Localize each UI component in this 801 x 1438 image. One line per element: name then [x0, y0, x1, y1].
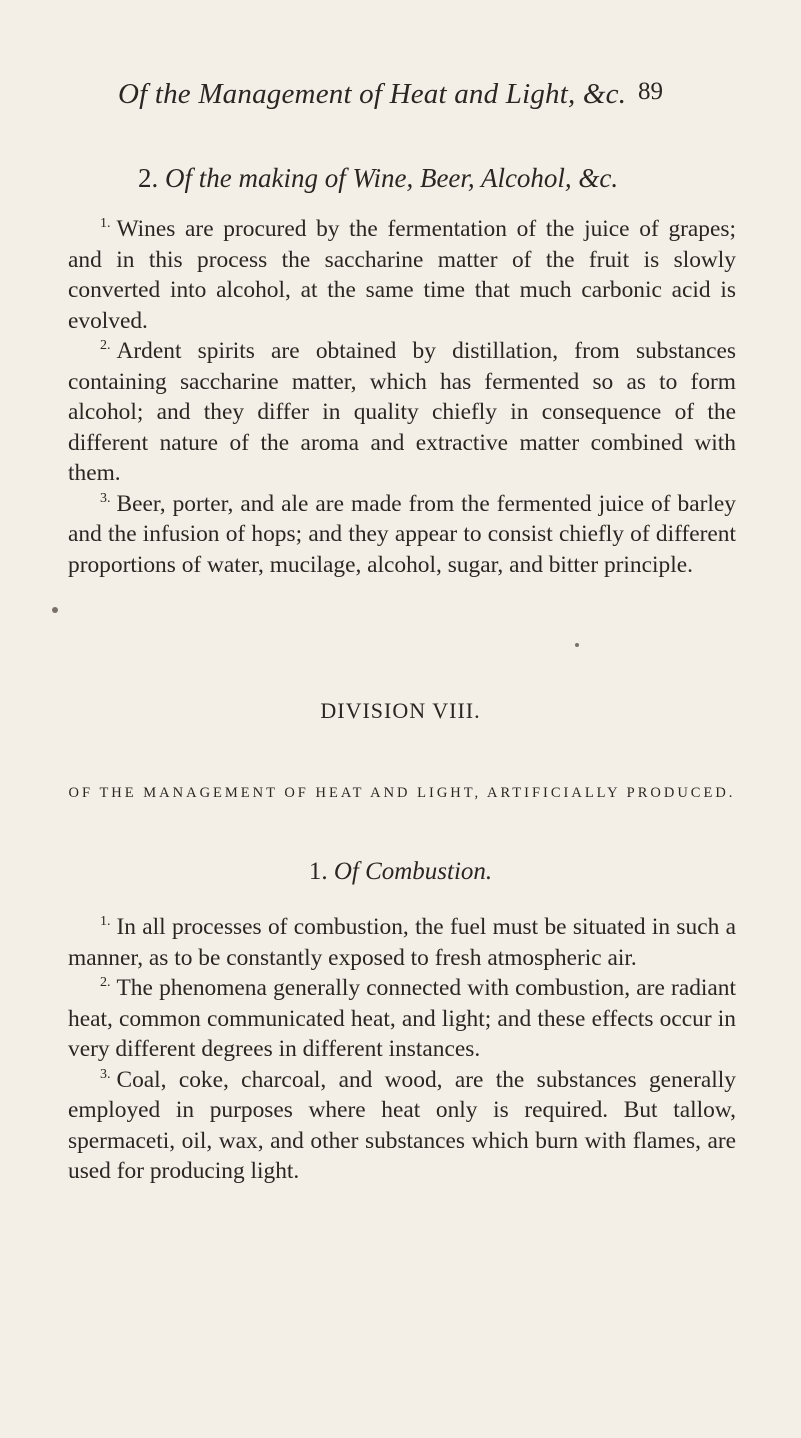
running-head	[118, 78, 663, 118]
paragraph	[68, 214, 736, 336]
section-combustion-body	[68, 912, 736, 1187]
paragraph-number: 3.	[100, 1066, 111, 1082]
paragraph	[68, 973, 736, 1065]
paragraph-text: In all processes of combustion, the fuel must be situated in such a manner, as to be constantly exposed to fresh atmospheric air.	[68, 914, 736, 971]
paragraph-number: 2.	[100, 338, 111, 354]
paper-speck	[52, 607, 58, 613]
page-number: 89	[638, 78, 663, 105]
section-wine-body	[68, 214, 736, 580]
paragraph-number: 1.	[100, 914, 111, 930]
section-number: 2.	[138, 163, 159, 193]
paragraph	[68, 1065, 736, 1187]
division-subtitle: OF THE MANAGEMENT OF HEAT AND LIGHT, ARTIFICIALLY PRODUCED.	[68, 785, 736, 801]
section-title: Of the making of Wine, Beer, Alcohol, &c.	[165, 163, 619, 193]
paragraph-text: Coal, coke, charcoal, and wood, are the substances generally employed in purposes where heat only is required. But tallow, spermaceti, oil, wax, and other substances which burn with flames, are used for producing light.	[68, 1066, 736, 1184]
division-title: DIVISION VIII.	[320, 698, 481, 723]
section-heading-wine	[138, 163, 618, 194]
paragraph	[68, 336, 736, 489]
paragraph	[68, 912, 736, 973]
paragraph	[68, 489, 736, 581]
paragraph-number: 1.	[100, 216, 111, 232]
paragraph-text: Beer, porter, and ale are made from the fermented juice of barley and the infusion of hops; and they appear to consist chiefly of different proportions of water, mucilage, alcohol, sugar, and bitter principle.	[68, 490, 736, 578]
paragraph-number: 3.	[100, 490, 111, 506]
section-heading-combustion	[0, 858, 801, 886]
section-number: 1.	[308, 858, 328, 885]
paragraph-text: Wines are procured by the fermentation of the juice of grapes; and in this process the saccharine matter of the fruit is slowly converted into alcohol, at the same time that much carbonic acid is evolved.	[68, 216, 736, 334]
paragraph-number: 2.	[100, 975, 111, 991]
running-title: Of the Management of Heat and Light, &c.	[118, 78, 627, 110]
paper-speck	[575, 643, 579, 647]
paragraph-text: The phenomena generally connected with combustion, are radiant heat, common communicated heat, and light; and these effects occur in very different degrees in different instances.	[68, 975, 736, 1062]
paragraph-text: Ardent spirits are obtained by distillation, from substances containing saccharine matter, which has fermented so as to form alcohol; and they differ in quality chiefly in consequence of the different nature of the aroma and extractive matter combined with them.	[68, 338, 736, 486]
section-title: Of Combustion.	[333, 858, 493, 885]
